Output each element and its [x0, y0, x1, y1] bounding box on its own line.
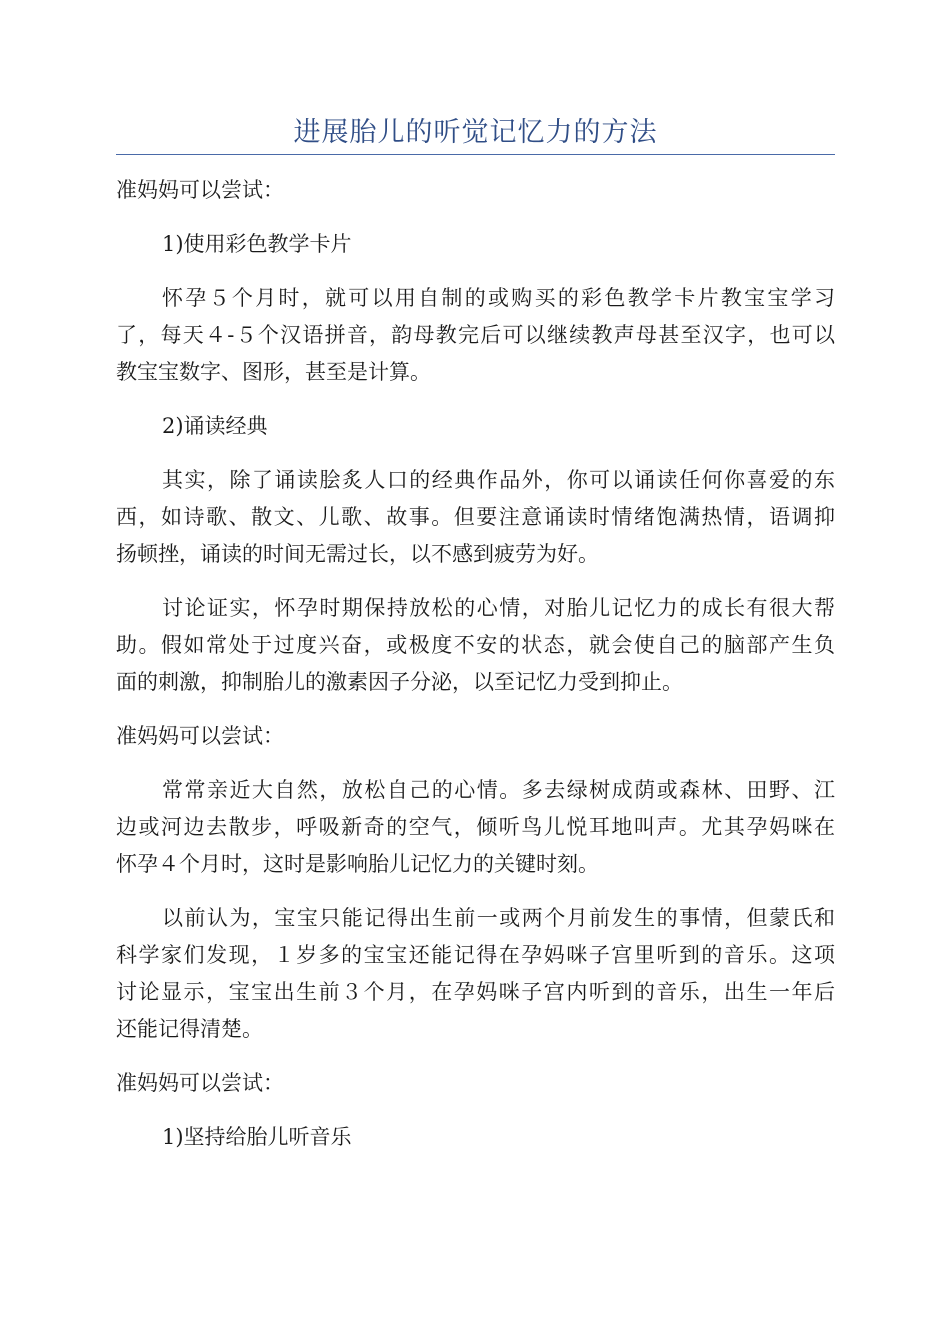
paragraph-try-intro-1 [116, 172, 835, 209]
paragraph-line: 1)使用彩色教学卡片 [162, 232, 352, 256]
paragraph-line: 助。假如常处于过度兴奋，或极度不安的状态，就会使自己的脑部产生负 [116, 633, 835, 657]
paragraph-line: 1)坚持给胎儿听音乐 [162, 1125, 352, 1149]
paragraph-line: 怀孕５个月时，就可以用自制的或购买的彩色教学卡片教宝宝学习 [162, 286, 835, 310]
paragraph-line: 以前认为，宝宝只能记得出生前一或两个月前发生的事情，但蒙氏和 [162, 906, 835, 930]
document-body [116, 172, 835, 1173]
paragraph-color-cards [116, 280, 835, 391]
heading-recite-classics [116, 408, 835, 445]
heading-color-cards [116, 226, 835, 263]
paragraph-line: 2)诵读经典 [162, 414, 268, 438]
paragraph-line: 还能记得清楚。 [116, 1017, 263, 1041]
paragraph-line: 边或河边去散步，呼吸新奇的空气，倾听鸟儿悦耳地叫声。尤其孕妈咪在 [116, 815, 835, 839]
paragraph-try-intro-3 [116, 1065, 835, 1102]
paragraph-line: 其实，除了诵读脍炙人口的经典作品外，你可以诵读任何你喜爱的东 [162, 468, 835, 492]
paragraph-music-memory [116, 900, 835, 1048]
paragraph-line: 讨论证实，怀孕时期保持放松的心情，对胎儿记忆力的成长有很大帮 [162, 596, 835, 620]
paragraph-line: 教宝宝数字、图形，甚至是计算。 [116, 360, 431, 384]
title-underline [116, 154, 835, 155]
paragraph-relaxed-mood [116, 590, 835, 701]
document-title: 进展胎儿的听觉记忆力的方法 [293, 117, 658, 148]
paragraph-line: 讨论显示，宝宝出生前３个月，在孕妈咪子宫内听到的音乐，出生一年后 [116, 980, 835, 1004]
paragraph-line: 准妈妈可以尝试： [116, 178, 284, 202]
paragraph-recite-classics [116, 462, 835, 573]
paragraph-try-intro-2 [116, 718, 835, 755]
heading-listen-music [116, 1119, 835, 1156]
paragraph-line: 了，每天４-５个汉语拼音，韵母教完后可以继续教声母甚至汉字，也可以 [116, 323, 835, 347]
paragraph-line: 常常亲近大自然，放松自己的心情。多去绿树成荫或森林、田野、江 [162, 778, 835, 802]
paragraph-line: 科学家们发现，１岁多的宝宝还能记得在孕妈咪子宫里听到的音乐。这项 [116, 943, 835, 967]
paragraph-line: 准妈妈可以尝试： [116, 1071, 284, 1095]
paragraph-line: 扬顿挫，诵读的时间无需过长，以不感到疲劳为好。 [116, 542, 599, 566]
paragraph-line: 怀孕４个月时，这时是影响胎儿记忆力的关键时刻。 [116, 852, 599, 876]
paragraph-nature [116, 772, 835, 883]
paragraph-line: 西，如诗歌、散文、儿歌、故事。但要注意诵读时情绪饱满热情，语调抑 [116, 505, 835, 529]
paragraph-line: 准妈妈可以尝试： [116, 724, 284, 748]
paragraph-line: 面的刺激，抑制胎儿的激素因子分泌，以至记忆力受到抑止。 [116, 670, 683, 694]
